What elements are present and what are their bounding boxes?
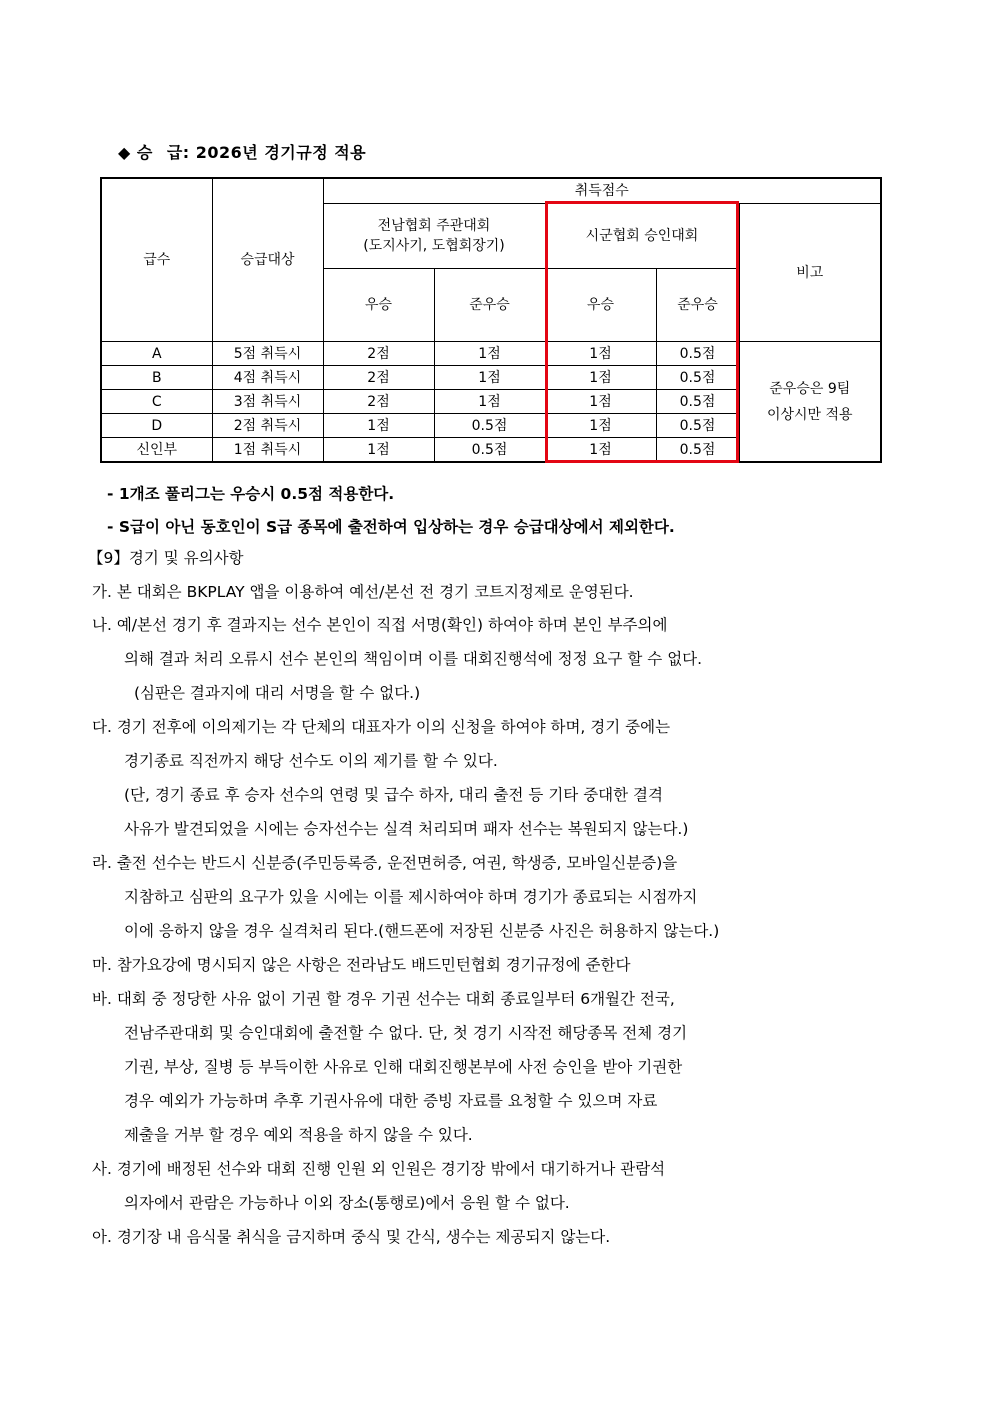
rule-line: 나. 예/본선 경기 후 결과지는 선수 본인이 직접 서명(확인) 하여야 하며 본인 부주의에 (92, 616, 668, 634)
note-2: - S급이 아닌 동호인이 S급 종목에 출전하여 입상하는 경우 승급대상에서 제외한다. (107, 518, 675, 536)
rule-line: 바. 대회 중 정당한 사유 없이 기권 할 경우 기권 선수는 대회 종료일부터 6개월간 전국, (92, 990, 675, 1008)
heading-prefix: ◆ 승 (118, 143, 153, 162)
col-target: 승급대상 (212, 178, 323, 342)
rule-line: 다. 경기 전후에 이의제기는 각 단체의 대표자가 이의 신청을 하여야 하며, 경기 중에는 (92, 718, 671, 736)
cell-a-win: 1점 (323, 414, 434, 438)
cell-b-runner: 0.5점 (656, 390, 739, 414)
cell-target: 5점 취득시 (212, 342, 323, 366)
cell-target: 4점 취득시 (212, 366, 323, 390)
cell-a-win: 2점 (323, 390, 434, 414)
group-a-subtitle: (도지사기, 도협회장기) (363, 238, 505, 254)
rule-line: 경우 예외가 가능하며 추후 기권사유에 대한 증빙 자료를 요청할 수 있으며 자료 (124, 1092, 658, 1110)
cell-grade: D (101, 414, 212, 438)
cell-a-win: 2점 (323, 366, 434, 390)
heading-suffix: 급: 2026년 경기규정 적용 (166, 143, 367, 162)
rule-line: 기권, 부상, 질병 등 부득이한 사유로 인해 대회진행본부에 사전 승인을 받아 기권한 (124, 1058, 683, 1076)
rule-line: 지참하고 심판의 요구가 있을 시에는 이를 제시하여야 하며 경기가 종료되는 시점까지 (124, 888, 698, 906)
cell-a-runner: 1점 (434, 390, 545, 414)
col-points: 취득점수 (323, 178, 881, 204)
cell-a-runner: 0.5점 (434, 438, 545, 463)
cell-a-runner: 1점 (434, 366, 545, 390)
rule-line: 제출을 거부 할 경우 예외 적용을 하지 않을 수 있다. (124, 1126, 473, 1144)
note-cell (739, 342, 881, 463)
rule-line: 마. 참가요강에 명시되지 않은 사항은 전라남도 배드민턴협회 경기규정에 준한다 (92, 956, 631, 974)
rule-line: 의자에서 관람은 가능하나 이외 장소(통행로)에서 응원 할 수 없다. (124, 1194, 570, 1212)
note-line-2: 이상시만 적용 (766, 406, 853, 423)
cell-b-win: 1점 (545, 366, 656, 390)
rule-line: 사유가 발견되었을 시에는 승자선수는 실격 처리되며 패자 선수는 복원되지 않는다.) (124, 820, 689, 838)
rule-line: 경기종료 직전까지 해당 선수도 이의 제기를 할 수 있다. (124, 752, 498, 770)
col-grade: 급수 (101, 178, 212, 342)
section-title: 【9】경기 및 유의사항 (88, 549, 244, 567)
cell-grade: B (101, 366, 212, 390)
group-b-runner-up: 준우승 (656, 269, 739, 342)
note-line-1: 준우승은 9팀 (769, 380, 851, 397)
cell-b-runner: 0.5점 (656, 438, 739, 463)
cell-grade: 신인부 (101, 438, 212, 463)
rule-line: 전남주관대회 및 승인대회에 출전할 수 없다. 단, 첫 경기 시작전 해당종목 전체 경기 (124, 1024, 688, 1042)
cell-b-win: 1점 (545, 390, 656, 414)
rule-line: 가. 본 대회은 BKPLAY 앱을 이용하여 예선/본선 전 경기 코트지정제로 운영된다. (92, 583, 634, 601)
col-note: 비고 (739, 204, 881, 342)
cell-grade: A (101, 342, 212, 366)
rule-line: 사. 경기에 배정된 선수와 대회 진행 인원 외 인원은 경기장 밖에서 대기하거나 관람석 (92, 1160, 666, 1178)
cell-target: 1점 취득시 (212, 438, 323, 463)
group-a-title: 전남협회 주관대회 (377, 218, 491, 234)
cell-target: 3점 취득시 (212, 390, 323, 414)
cell-a-win: 1점 (323, 438, 434, 463)
cell-grade: C (101, 390, 212, 414)
rule-line: 의해 결과 처리 오류시 선수 본인의 책임이며 이를 대회진행석에 정정 요구 할 수 없다. (124, 650, 703, 668)
rule-line: (단, 경기 종료 후 승자 선수의 연령 및 급수 하자, 대리 출전 등 기타 중대한 결격 (124, 786, 663, 804)
group-a-win: 우승 (323, 269, 434, 342)
cell-b-runner: 0.5점 (656, 366, 739, 390)
group-a-runner-up: 준우승 (434, 269, 545, 342)
cell-b-runner: 0.5점 (656, 414, 739, 438)
cell-a-win: 2점 (323, 342, 434, 366)
group-b-win: 우승 (545, 269, 656, 342)
cell-b-win: 1점 (545, 414, 656, 438)
rule-line: 아. 경기장 내 음식물 취식을 금지하며 중식 및 간식, 생수는 제공되지 않는다. (92, 1228, 611, 1246)
note-1: - 1개조 풀리그는 우승시 0.5점 적용한다. (107, 485, 395, 503)
rule-line: (심판은 결과지에 대리 서명을 할 수 없다.) (134, 684, 421, 702)
cell-b-win: 1점 (545, 438, 656, 463)
cell-b-runner: 0.5점 (656, 342, 739, 366)
cell-b-win: 1점 (545, 342, 656, 366)
group-b-header: 시군협회 승인대회 (545, 204, 739, 269)
grade-table (100, 177, 882, 463)
table-row (101, 342, 881, 366)
rule-line: 라. 출전 선수는 반드시 신분증(주민등록증, 운전면허증, 여권, 학생증, 모바일신분증)을 (92, 854, 678, 872)
cell-target: 2점 취득시 (212, 414, 323, 438)
cell-a-runner: 0.5점 (434, 414, 545, 438)
group-a-header (323, 204, 545, 269)
highlight-box (545, 201, 739, 463)
grade-heading (118, 140, 366, 163)
cell-a-runner: 1점 (434, 342, 545, 366)
rule-line: 이에 응하지 않을 경우 실격처리 된다.(핸드폰에 저장된 신분증 사진은 허용하지 않는다.) (124, 922, 720, 940)
